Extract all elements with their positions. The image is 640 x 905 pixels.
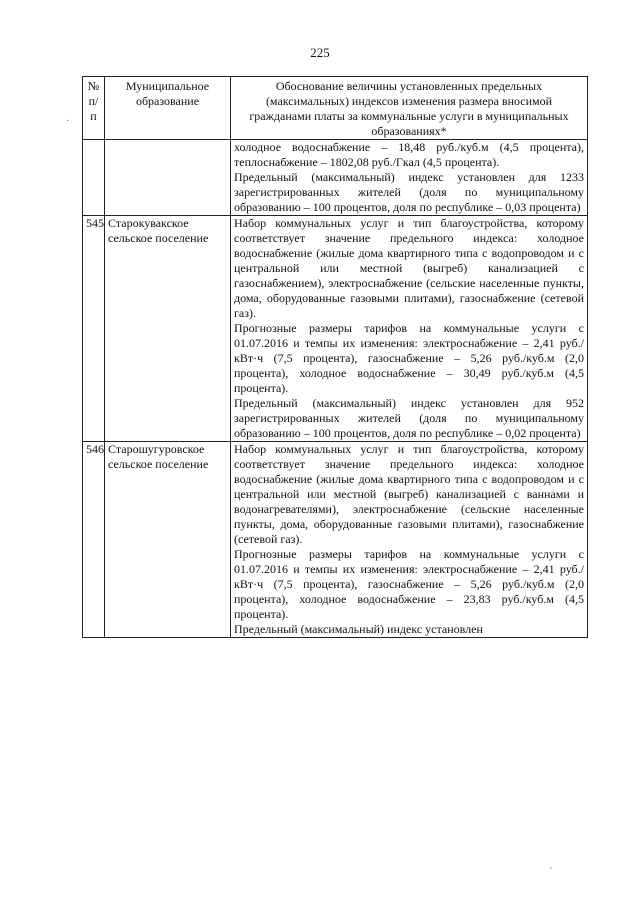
page-number: 225 (310, 45, 330, 60)
table-row (83, 442, 588, 638)
paragraph: Прогнозные размеры тарифов на коммунальные услуги с 01.07.2016 и темпы их изменения: электроснабжение – 2,41 руб./кВт·ч (7,5 процента), газоснабжение – 5,26 руб./куб.м (2,0 процента), холодное водоснабжение – 23,83 руб./куб.м (4,5 процента). (234, 547, 584, 621)
header-num: № п/п (83, 77, 105, 140)
municipality-name: Старошугуровское сельское поселение (105, 442, 231, 638)
continuation-num-cell (83, 140, 105, 216)
paragraph: Прогнозные размеры тарифов на коммунальные услуги с 01.07.2016 и темпы их изменения: электроснабжение – 2,41 руб./кВт·ч (7,5 процента), газоснабжение – 5,26 руб./куб.м (2,0 процента), холодное водоснабжение – 30,49 руб./куб.м (4,5 процента). (234, 321, 584, 395)
paragraph: холодное водоснабжение – 18,48 руб./куб.м (4,5 процента), теплоснабжение – 1802,08 руб./Гкал (4,5 процента). (234, 140, 584, 169)
continuation-text-cell (231, 140, 588, 216)
continuation-municipality-cell (105, 140, 231, 216)
table-row (83, 216, 588, 442)
paragraph: Набор коммунальных услуг и тип благоустройства, которому соответствует значение предельного индекса: холодное водоснабжение (жилые дома квартирного типа с водопроводом и с центральной или местной (выгреб) канализацией с ваннами и водонагревателями), электроснабжение (сельские населенные пункты, дома, оборудованные газовыми плитами), газоснабжение (сетевой газ). (234, 442, 584, 546)
row-number: 545 (83, 216, 105, 442)
paragraph: Предельный (максимальный) индекс установлен для 952 зарегистрированных жителей (доля по муниципальному образованию – 100 процентов, доля по республике – 0,02 процента) (234, 396, 584, 440)
paragraph: Предельный (максимальный) индекс установлен (234, 622, 483, 636)
header-municipality: Муниципальное образование (105, 77, 231, 140)
table-row-continuation (83, 140, 588, 216)
scan-speck: ' (550, 866, 552, 877)
tariff-index-table (82, 76, 588, 638)
justification-text (231, 442, 588, 638)
row-number: 546 (83, 442, 105, 638)
justification-text (231, 216, 588, 442)
municipality-name: Старокувакское сельское поселение (105, 216, 231, 442)
table-header-row (83, 77, 588, 140)
paragraph: Предельный (максимальный) индекс установлен для 1233 зарегистрированных жителей (доля по муниципальному образованию – 100 процентов, доля по республике – 0,03 процента) (234, 170, 584, 214)
header-justification: Обоснование величины установленных предельных (максимальных) индексов изменения размера вносимой гражданами платы за коммунальные услуги в муниципальных образованиях* (231, 77, 588, 140)
scan-speck: · (66, 116, 70, 127)
paragraph: Набор коммунальных услуг и тип благоустройства, которому соответствует значение предельного индекса: холодное водоснабжение (жилые дома квартирного типа с водопроводом и с центральной или местной (выгреб) канализацией с газоснабжением), электроснабжение (сельские населенные пункты, дома, оборудованные газовыми плитами), газоснабжение (сетевой газ). (234, 216, 584, 320)
